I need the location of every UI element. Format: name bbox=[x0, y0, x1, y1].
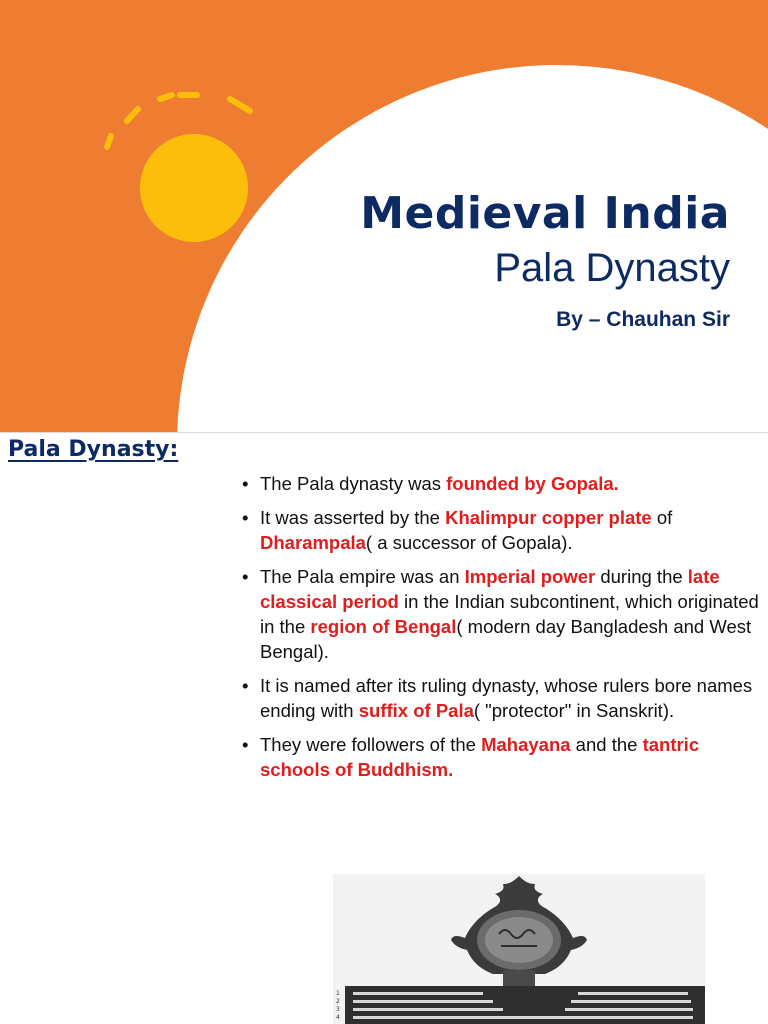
bullet-text: They were followers of the bbox=[260, 734, 482, 755]
content-slide bbox=[0, 433, 768, 1024]
bullet-item bbox=[240, 564, 762, 664]
bullet-highlight: Dharampala bbox=[260, 532, 366, 553]
bullet-text: The Pala empire was an bbox=[260, 566, 465, 587]
bullet-item bbox=[240, 471, 762, 496]
bullet-text: The Pala dynasty was bbox=[260, 473, 447, 494]
bullet-text: and the bbox=[570, 734, 643, 755]
bullet-item bbox=[240, 732, 762, 782]
bullet-text: It was asserted by the bbox=[260, 507, 446, 528]
title-slide bbox=[0, 0, 768, 432]
bullet-highlight: suffix of Pala bbox=[358, 700, 474, 721]
line-number: 2 bbox=[336, 998, 340, 1005]
bullet-text: ( a successor of Gopala). bbox=[365, 532, 573, 553]
line-number: 1 bbox=[336, 990, 340, 997]
bullet-highlight: region of Bengal bbox=[310, 616, 457, 637]
bullet-highlight: tantric schools of Buddhism. bbox=[260, 734, 700, 780]
slide-author: By – Chauhan Sir bbox=[556, 308, 730, 331]
bullet-text: in the Indian subcontinent, which originated in the bbox=[260, 591, 759, 637]
bullet-list bbox=[240, 471, 762, 791]
sun-circle-shape bbox=[140, 134, 248, 242]
bullet-text: of bbox=[651, 507, 673, 528]
bullet-highlight: founded by Gopala. bbox=[446, 473, 619, 494]
copper-plate-illustration bbox=[333, 874, 705, 1024]
bullet-item bbox=[240, 505, 762, 555]
line-number: 4 bbox=[336, 1014, 340, 1021]
bullet-text: during the bbox=[595, 566, 688, 587]
bullet-text: It is named after its ruling dynasty, whose rulers bore names ending with bbox=[260, 675, 753, 721]
bullet-highlight: late classical period bbox=[260, 566, 720, 612]
slide-title: Medieval India bbox=[360, 188, 730, 239]
bullet-text: ( modern day Bangladesh and West Bengal). bbox=[260, 616, 752, 662]
bullet-highlight: Khalimpur copper plate bbox=[445, 507, 652, 528]
slide-subtitle: Pala Dynasty bbox=[494, 246, 730, 290]
line-number: 3 bbox=[336, 1006, 340, 1013]
bullet-highlight: Imperial power bbox=[464, 566, 596, 587]
bullet-item bbox=[240, 673, 762, 723]
bullet-highlight: Mahayana bbox=[481, 734, 571, 755]
copper-plate-image bbox=[333, 874, 705, 1024]
section-heading: Pala Dynasty: bbox=[8, 437, 179, 462]
bullet-text: ( "protector" in Sanskrit). bbox=[473, 700, 675, 721]
